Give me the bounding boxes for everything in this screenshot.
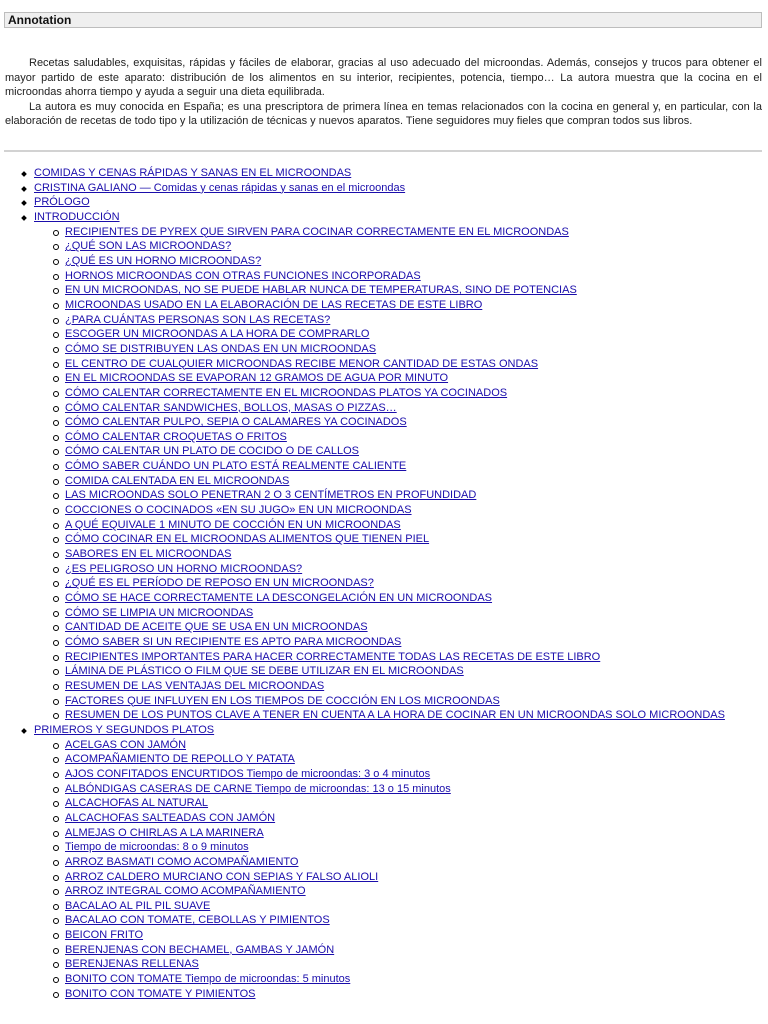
toc-item xyxy=(0,181,768,196)
toc-subitem xyxy=(34,767,768,782)
toc-list xyxy=(0,166,768,1001)
toc-sublink[interactable]: A QUÉ EQUIVALE 1 MINUTO DE COCCIÓN EN UN MICROONDAS xyxy=(65,518,401,531)
circle-bullet-icon xyxy=(53,288,59,294)
circle-bullet-icon xyxy=(53,479,59,485)
circle-bullet-icon xyxy=(53,391,59,397)
annotation-title: Annotation xyxy=(8,13,72,27)
toc-sublink[interactable]: CÓMO CALENTAR PULPO, SEPIA O CALAMARES YA COCINADOS xyxy=(65,416,407,429)
toc-sublink[interactable]: RESUMEN DE LOS PUNTOS CLAVE A TENER EN CUENTA A LA HORA DE COCINAR EN UN MICROONDAS SOLO MICROONDAS xyxy=(65,709,725,722)
toc-sublink[interactable]: EN UN MICROONDAS, NO SE PUEDE HABLAR NUNCA DE TEMPERATURAS, SINO DE POTENCIAS xyxy=(65,284,577,297)
circle-bullet-icon xyxy=(53,464,59,470)
toc-sublink[interactable]: LÁMINA DE PLÁSTICO O FILM QUE SE DEBE UTILIZAR EN EL MICROONDAS xyxy=(65,665,464,678)
toc-sublink[interactable]: ARROZ BASMATI COMO ACOMPAÑAMIENTO xyxy=(65,855,299,868)
toc-sublink[interactable]: RECIPIENTES DE PYREX QUE SIRVEN PARA COCINAR CORRECTAMENTE EN EL MICROONDAS xyxy=(65,225,569,238)
circle-bullet-icon xyxy=(53,948,59,954)
toc-subitem xyxy=(34,650,768,665)
toc-subitem xyxy=(34,679,768,694)
toc-sublink[interactable]: CÓMO CALENTAR UN PLATO DE COCIDO O DE CALLOS xyxy=(65,445,359,458)
toc-sublink[interactable]: ALBÓNDIGAS CASERAS DE CARNE Tiempo de microondas: 13 o 15 minutos xyxy=(65,782,451,795)
circle-bullet-icon xyxy=(53,581,59,587)
circle-bullet-icon xyxy=(53,743,59,749)
circle-bullet-icon xyxy=(53,596,59,602)
toc-sublink[interactable]: ¿ES PELIGROSO UN HORNO MICROONDAS? xyxy=(65,562,303,575)
toc-sublink[interactable]: CÓMO SE HACE CORRECTAMENTE LA DESCONGELACIÓN EN UN MICROONDAS xyxy=(65,592,493,605)
toc-sublink[interactable]: RESUMEN DE LAS VENTAJAS DEL MICROONDAS xyxy=(65,679,325,692)
description-paragraph: Recetas saludables, exquisitas, rápidas y fáciles de elaborar, gracias al uso adecuado del microondas. Además, consejos y trucos para obtener el mayor partido de este aparato: distribución de los alimentos en su interior, recipientes, potencia, tiempo… La autora muestra que la cocina en el microondas ahorra tiempo y ayuda a seguir una dieta equilibrada. xyxy=(5,57,762,99)
toc-subitem xyxy=(34,298,768,313)
bullet-icon xyxy=(21,186,27,192)
toc-sublist xyxy=(34,225,768,723)
toc-sublink[interactable]: Tiempo de microondas: 8 o 9 minutos xyxy=(65,841,249,854)
toc-subitem xyxy=(34,884,768,899)
toc-subitem xyxy=(34,474,768,489)
toc-sublink[interactable]: FACTORES QUE INFLUYEN EN LOS TIEMPOS DE COCCIÓN EN LOS MICROONDAS xyxy=(65,694,500,707)
toc-subitem xyxy=(34,899,768,914)
circle-bullet-icon xyxy=(53,962,59,968)
toc-subitem xyxy=(34,943,768,958)
annotation-header-bar xyxy=(4,12,762,28)
bullet-icon xyxy=(21,728,27,734)
toc-subitem xyxy=(34,562,768,577)
circle-bullet-icon xyxy=(53,655,59,661)
circle-bullet-icon xyxy=(53,537,59,543)
circle-bullet-icon xyxy=(53,259,59,265)
toc-sublink[interactable]: BONITO CON TOMATE Tiempo de microondas: 5 minutos xyxy=(65,973,351,986)
toc-subitem xyxy=(34,591,768,606)
toc-link[interactable]: INTRODUCCIÓN xyxy=(34,210,120,223)
toc-link[interactable]: PRIMEROS Y SEGUNDOS PLATOS xyxy=(34,723,215,736)
circle-bullet-icon xyxy=(53,449,59,455)
circle-bullet-icon xyxy=(53,420,59,426)
circle-bullet-icon xyxy=(53,435,59,441)
toc-link[interactable]: COMIDAS Y CENAS RÁPIDAS Y SANAS EN EL MICROONDAS xyxy=(34,167,352,179)
circle-bullet-icon xyxy=(53,904,59,910)
toc-sublink[interactable]: ACOMPAÑAMIENTO DE REPOLLO Y PATATA xyxy=(65,753,295,766)
toc-subitem xyxy=(34,987,768,1002)
toc-sublink[interactable]: ¿PARA CUÁNTAS PERSONAS SON LAS RECETAS? xyxy=(65,313,331,326)
toc-sublink[interactable]: ALMEJAS O CHIRLAS A LA MARINERA xyxy=(65,826,264,839)
circle-bullet-icon xyxy=(53,801,59,807)
toc-item xyxy=(0,210,768,723)
toc-sublink[interactable]: ARROZ INTEGRAL COMO ACOMPAÑAMIENTO xyxy=(65,885,306,898)
circle-bullet-icon xyxy=(53,640,59,646)
toc-sublink[interactable]: CÓMO SE DISTRIBUYEN LAS ONDAS EN UN MICROONDAS xyxy=(65,342,377,355)
toc-item xyxy=(0,166,768,181)
toc-subitem xyxy=(34,415,768,430)
toc-sublink[interactable]: CÓMO SE LIMPIA UN MICROONDAS xyxy=(65,606,254,619)
toc-sublink[interactable]: LAS MICROONDAS SOLO PENETRAN 2 O 3 CENTÍMETROS EN PROFUNDIDAD xyxy=(65,489,477,502)
toc-sublink[interactable]: ¿QUÉ SON LAS MICROONDAS? xyxy=(65,240,232,253)
toc-item xyxy=(0,723,768,1001)
toc-subitem xyxy=(34,225,768,240)
circle-bullet-icon xyxy=(53,889,59,895)
toc-subitem xyxy=(34,708,768,723)
circle-bullet-icon xyxy=(53,684,59,690)
toc-subitem xyxy=(34,459,768,474)
circle-bullet-icon xyxy=(53,274,59,280)
toc-subitem xyxy=(34,840,768,855)
toc-sublink[interactable]: BERENJENAS CON BECHAMEL, GAMBAS Y JAMÓN xyxy=(65,943,335,956)
toc-subitem xyxy=(34,254,768,269)
toc-sublink[interactable]: CÓMO COCINAR EN EL MICROONDAS ALIMENTOS QUE TIENEN PIEL xyxy=(65,533,430,546)
toc-subitem xyxy=(34,532,768,547)
toc-subitem xyxy=(34,313,768,328)
toc-sublink[interactable]: CÓMO CALENTAR CROQUETAS O FRITOS xyxy=(65,430,287,443)
description-paragraph: La autora es muy conocida en España; es una prescriptora de primera línea en temas relacionados con la cocina en general y, en particular, con la elaboración de recetas de todo tipo y la utilización de técnicas y nuevos aparatos. Tiene seguidores muy fieles que compran todos sus libros. xyxy=(5,100,762,128)
table-of-contents xyxy=(0,166,768,1001)
circle-bullet-icon xyxy=(53,757,59,763)
toc-sublink[interactable]: EL CENTRO DE CUALQUIER MICROONDAS RECIBE MENOR CANTIDAD DE ESTAS ONDAS xyxy=(65,357,539,370)
circle-bullet-icon xyxy=(53,992,59,998)
toc-subitem xyxy=(34,401,768,416)
circle-bullet-icon xyxy=(53,362,59,368)
circle-bullet-icon xyxy=(53,230,59,236)
toc-subitem xyxy=(34,635,768,650)
toc-sublink[interactable]: ACELGAS CON JAMÓN xyxy=(65,738,187,751)
toc-sublink[interactable]: CÓMO SABER SI UN RECIPIENTE ES APTO PARA MICROONDAS xyxy=(65,636,402,648)
toc-sublink[interactable]: ¿QUÉ ES EL PERÍODO DE REPOSO EN UN MICROONDAS? xyxy=(65,577,374,590)
circle-bullet-icon xyxy=(53,244,59,250)
circle-bullet-icon xyxy=(53,933,59,939)
toc-sublink[interactable]: RECIPIENTES IMPORTANTES PARA HACER CORRECTAMENTE TODAS LAS RECETAS DE ESTE LIBRO xyxy=(65,650,601,663)
toc-sublink[interactable]: CANTIDAD DE ACEITE QUE SE USA EN UN MICROONDAS xyxy=(65,621,368,634)
circle-bullet-icon xyxy=(53,303,59,309)
circle-bullet-icon xyxy=(53,493,59,499)
circle-bullet-icon xyxy=(53,567,59,573)
circle-bullet-icon xyxy=(53,318,59,324)
toc-subitem xyxy=(34,752,768,767)
toc-subitem xyxy=(34,664,768,679)
circle-bullet-icon xyxy=(53,699,59,705)
toc-subitem xyxy=(34,503,768,518)
toc-sublink[interactable]: COMIDA CALENTADA EN EL MICROONDAS xyxy=(65,474,290,487)
circle-bullet-icon xyxy=(53,625,59,631)
circle-bullet-icon xyxy=(53,611,59,617)
toc-subitem xyxy=(34,327,768,342)
circle-bullet-icon xyxy=(53,860,59,866)
toc-subitem xyxy=(34,870,768,885)
toc-sublink[interactable]: EN EL MICROONDAS SE EVAPORAN 12 GRAMOS DE AGUA POR MINUTO xyxy=(65,372,449,385)
toc-link[interactable]: CRISTINA GALIANO — Comidas y cenas rápidas y sanas en el microondas xyxy=(34,181,406,194)
toc-subitem xyxy=(34,342,768,357)
toc-subitem xyxy=(34,855,768,870)
toc-sublink[interactable]: HORNOS MICROONDAS CON OTRAS FUNCIONES INCORPORADAS xyxy=(65,269,421,282)
circle-bullet-icon xyxy=(53,845,59,851)
toc-subitem xyxy=(34,371,768,386)
toc-subitem xyxy=(34,620,768,635)
toc-link[interactable]: PRÓLOGO xyxy=(34,196,90,209)
toc-sublink[interactable]: COCCIONES O COCINADOS «EN SU JUGO» EN UN MICROONDAS xyxy=(65,504,412,517)
toc-sublist xyxy=(34,738,768,1002)
bullet-icon xyxy=(21,215,27,221)
toc-sublink[interactable]: MICROONDAS USADO EN LA ELABORACIÓN DE LAS RECETAS DE ESTE LIBRO xyxy=(65,298,483,311)
toc-subitem xyxy=(34,430,768,445)
toc-subitem xyxy=(34,386,768,401)
toc-subitem xyxy=(34,738,768,753)
toc-sublink[interactable]: BACALAO CON TOMATE, CEBOLLAS Y PIMIENTOS xyxy=(65,914,330,927)
toc-sublink[interactable]: ARROZ CALDERO MURCIANO CON SEPIAS Y FALSO ALIOLI xyxy=(65,870,379,883)
toc-sublink[interactable]: BACALAO AL PIL PIL SUAVE xyxy=(65,899,211,912)
toc-subitem xyxy=(34,576,768,591)
circle-bullet-icon xyxy=(53,376,59,382)
circle-bullet-icon xyxy=(53,787,59,793)
toc-subitem xyxy=(34,283,768,298)
bullet-icon xyxy=(21,171,27,177)
toc-sublink[interactable]: CÓMO SABER CUÁNDO UN PLATO ESTÁ REALMENTE CALIENTE xyxy=(65,460,407,473)
toc-sublink[interactable]: BERENJENAS RELLENAS xyxy=(65,958,199,971)
circle-bullet-icon xyxy=(53,552,59,558)
toc-sublink[interactable]: AJOS CONFITADOS ENCURTIDOS Tiempo de microondas: 3 o 4 minutos xyxy=(65,767,431,780)
circle-bullet-icon xyxy=(53,831,59,837)
toc-subitem xyxy=(34,444,768,459)
toc-subitem xyxy=(34,782,768,797)
circle-bullet-icon xyxy=(53,816,59,822)
circle-bullet-icon xyxy=(53,875,59,881)
toc-sublink[interactable]: BONITO CON TOMATE Y PIMIENTOS xyxy=(65,987,256,1000)
circle-bullet-icon xyxy=(53,523,59,529)
toc-sublink[interactable]: CÓMO CALENTAR SANDWICHES, BOLLOS, MASAS O PIZZAS… xyxy=(65,401,397,414)
toc-subitem xyxy=(34,269,768,284)
toc-subitem xyxy=(34,547,768,562)
toc-subitem xyxy=(34,972,768,987)
toc-sublink[interactable]: SABORES EN EL MICROONDAS xyxy=(65,548,232,561)
toc-subitem xyxy=(34,518,768,533)
section-divider xyxy=(4,150,762,152)
circle-bullet-icon xyxy=(53,772,59,778)
circle-bullet-icon xyxy=(53,713,59,719)
annotation-description xyxy=(5,56,762,129)
circle-bullet-icon xyxy=(53,977,59,983)
circle-bullet-icon xyxy=(53,669,59,675)
bullet-icon xyxy=(21,200,27,206)
toc-subitem xyxy=(34,606,768,621)
toc-item xyxy=(0,195,768,210)
circle-bullet-icon xyxy=(53,508,59,514)
toc-subitem xyxy=(34,957,768,972)
circle-bullet-icon xyxy=(53,347,59,353)
toc-sublink[interactable]: ALCACHOFAS AL NATURAL xyxy=(65,797,209,810)
toc-subitem xyxy=(34,928,768,943)
toc-subitem xyxy=(34,796,768,811)
toc-sublink[interactable]: ALCACHOFAS SALTEADAS CON JAMÓN xyxy=(65,811,276,824)
toc-subitem xyxy=(34,694,768,709)
toc-subitem xyxy=(34,826,768,841)
toc-sublink[interactable]: CÓMO CALENTAR CORRECTAMENTE EN EL MICROONDAS PLATOS YA COCINADOS xyxy=(65,386,508,399)
toc-sublink[interactable]: ¿QUÉ ES UN HORNO MICROONDAS? xyxy=(65,254,262,267)
toc-sublink[interactable]: BEICON FRITO xyxy=(65,929,144,942)
circle-bullet-icon xyxy=(53,332,59,338)
toc-subitem xyxy=(34,357,768,372)
circle-bullet-icon xyxy=(53,918,59,924)
toc-subitem xyxy=(34,811,768,826)
toc-sublink[interactable]: ESCOGER UN MICROONDAS A LA HORA DE COMPRARLO xyxy=(65,328,370,341)
toc-subitem xyxy=(34,488,768,503)
toc-subitem xyxy=(34,913,768,928)
circle-bullet-icon xyxy=(53,406,59,412)
toc-subitem xyxy=(34,239,768,254)
